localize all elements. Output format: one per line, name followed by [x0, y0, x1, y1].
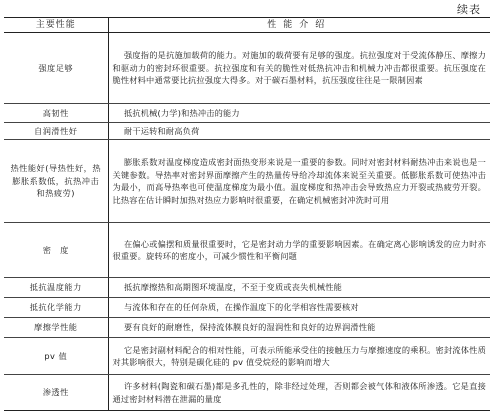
table-row	[4, 123, 490, 140]
table-row	[4, 375, 490, 411]
description-cell: 耐干运转和耐高负荷	[108, 123, 490, 140]
description-cell: 许多材料(陶瓷和碳石墨)都是多孔性的，除非经过处理，否则都会被气体和液体所渗透。它是直接通过密封材料潜在泄漏的量度	[108, 375, 490, 411]
table-row	[4, 140, 490, 223]
description-cell: 要有良好的耐磨性，保持流体膜良好的湿润性和良好的边界润滑性能	[108, 318, 490, 338]
seal-material-properties-table	[4, 17, 490, 411]
table-row	[4, 338, 490, 375]
property-cell: 抵抗化学能力	[4, 298, 108, 318]
property-cell: 热性能好(导热性好，热膨胀系数低，抗热冲击和热疲劳)	[4, 140, 108, 223]
property-cell: pv 值	[4, 338, 108, 375]
description-cell: 膨胀系数对温度梯度造成密封面热变形来说是一重要的参数。同时对密封材料耐热冲击来说也是一关键参数。导热率对密封界面摩擦产生的热量传导给冷却流体来说至关重要。低膨胀系数可使热冲击为最小，而高导热率也可使温度梯度为最小值。温度梯度和热冲击会导致热应力开裂或热疲劳开裂。比热容在估计瞬时加热对热应力影响时很重要，在确定机械密封冲洗时可用	[108, 140, 490, 223]
description-cell: 抵抗摩擦热和高期图环境温度，不至于变质或丧失机械性能	[108, 278, 490, 298]
description-cell: 强度指的是抗施加载荷的能力。对施加的载荷要有足够的强度。抗拉强度对于受流体静压、摩擦力和驱动力的密封环很重要。抗拉强度和有关的脆性对低热抗冲击和机械力冲击都很重要。抗压强度在脆性材料中通常要比抗拉强度大得多。对于碳石墨材料，抗压强度往往是一限制因素	[108, 33, 490, 104]
table-row	[4, 33, 490, 104]
property-cell: 抵抗温度能力	[4, 278, 108, 298]
property-cell: 高韧性	[4, 104, 108, 123]
column-header-description: 性能介绍	[108, 18, 490, 33]
property-cell: 渗透性	[4, 375, 108, 411]
table-row	[4, 298, 490, 318]
description-cell: 抵抗机械(力学)和热冲击的能力	[108, 104, 490, 123]
table-row	[4, 223, 490, 278]
continued-table-label: 续表	[457, 3, 481, 16]
description-cell: 在偏心或偏摆和质量很重要时，它是密封动力学的重要影响因素。在确定离心影响诱发的应力时亦很重要。旋转环的密度小，可减少惯性和平衡问题	[108, 223, 490, 278]
table-header-row	[4, 18, 490, 33]
description-cell: 它是密封副材料配合的相对性能，可表示所能承受住的接触压力与摩擦速度的乘积。密封流体性质对其影响很大，特别是碳化硅的 pv 值受烷烃的影响而增大	[108, 338, 490, 375]
property-cell: 强度足够	[4, 33, 108, 104]
table-row	[4, 278, 490, 298]
property-cell: 自润滑性好	[4, 123, 108, 140]
property-cell: 密 度	[4, 223, 108, 278]
table-row	[4, 318, 490, 338]
column-header-property: 主要性能	[4, 18, 108, 33]
table-row	[4, 104, 490, 123]
description-cell: 与流体和存在的任何杂质，在操作温度下的化学相容性需要核对	[108, 298, 490, 318]
property-cell: 摩擦学性能	[4, 318, 108, 338]
